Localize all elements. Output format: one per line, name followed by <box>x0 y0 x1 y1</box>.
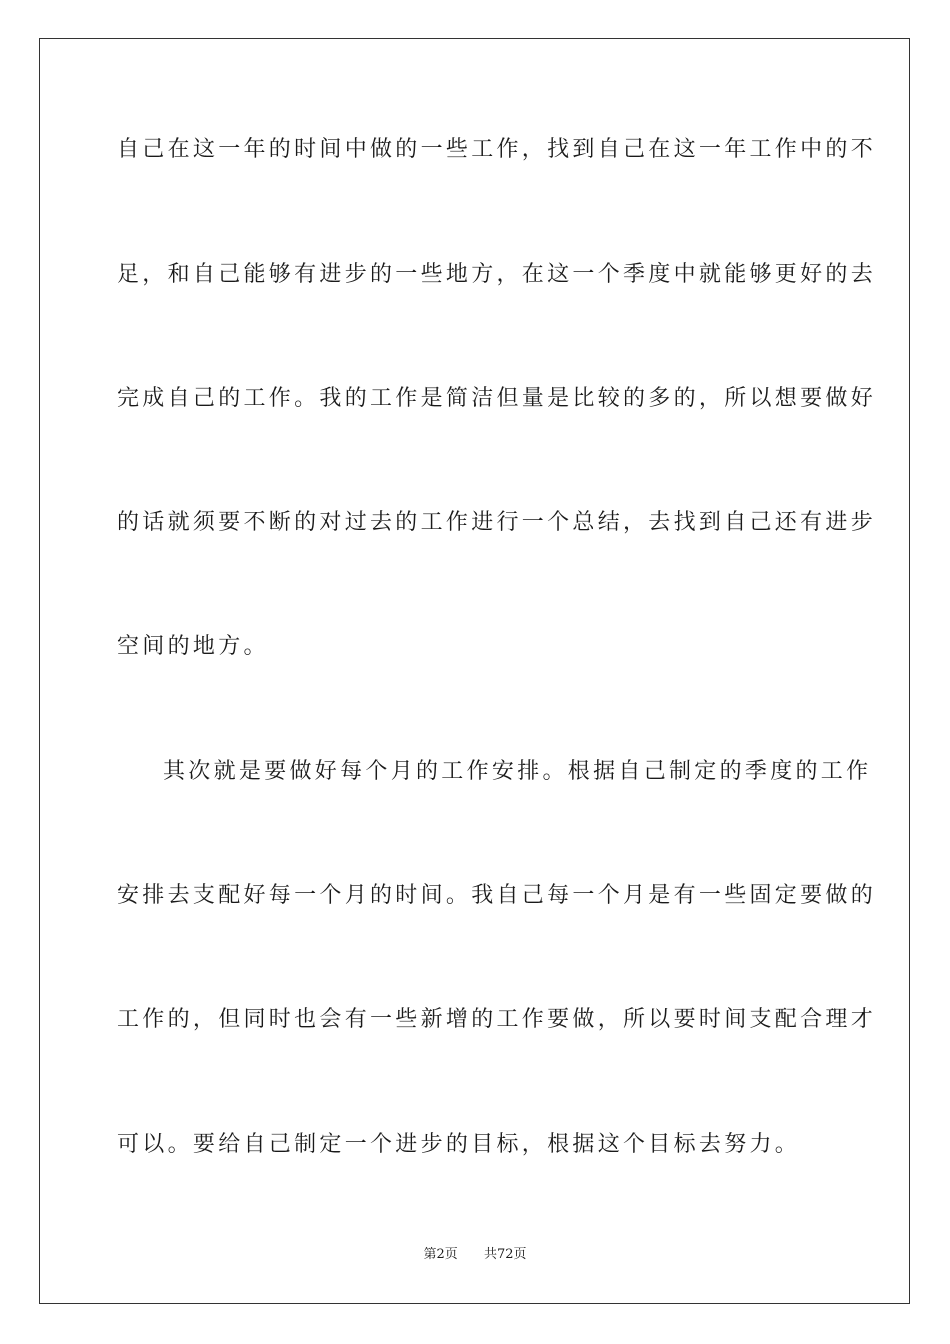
body-line-2: 足，和自己能够有进步的一些地方，在这一个季度中就能够更好的去 <box>117 262 877 287</box>
body-line-5: 空间的地方。 <box>117 634 269 659</box>
page-frame <box>39 38 910 1304</box>
page-total: 共72页 <box>484 1247 527 1262</box>
page-footer <box>0 1246 950 1264</box>
body-line-6-paragraph-start: 其次就是要做好每个月的工作安排。根据自己制定的季度的工作 <box>163 759 872 784</box>
page-number: 第2页 <box>423 1247 458 1262</box>
body-line-4: 的话就须要不断的对过去的工作进行一个总结，去找到自己还有进步 <box>117 510 877 535</box>
body-line-3: 完成自己的工作。我的工作是简洁但量是比较的多的，所以想要做好 <box>117 386 877 411</box>
body-line-1: 自己在这一年的时间中做的一些工作，找到自己在这一年工作中的不 <box>117 137 877 162</box>
body-line-9: 可以。要给自己制定一个进步的目标，根据这个目标去努力。 <box>117 1132 801 1157</box>
body-line-7: 安排去支配好每一个月的时间。我自己每一个月是有一些固定要做的 <box>117 883 877 908</box>
body-line-8: 工作的，但同时也会有一些新增的工作要做，所以要时间支配合理才 <box>117 1007 877 1032</box>
